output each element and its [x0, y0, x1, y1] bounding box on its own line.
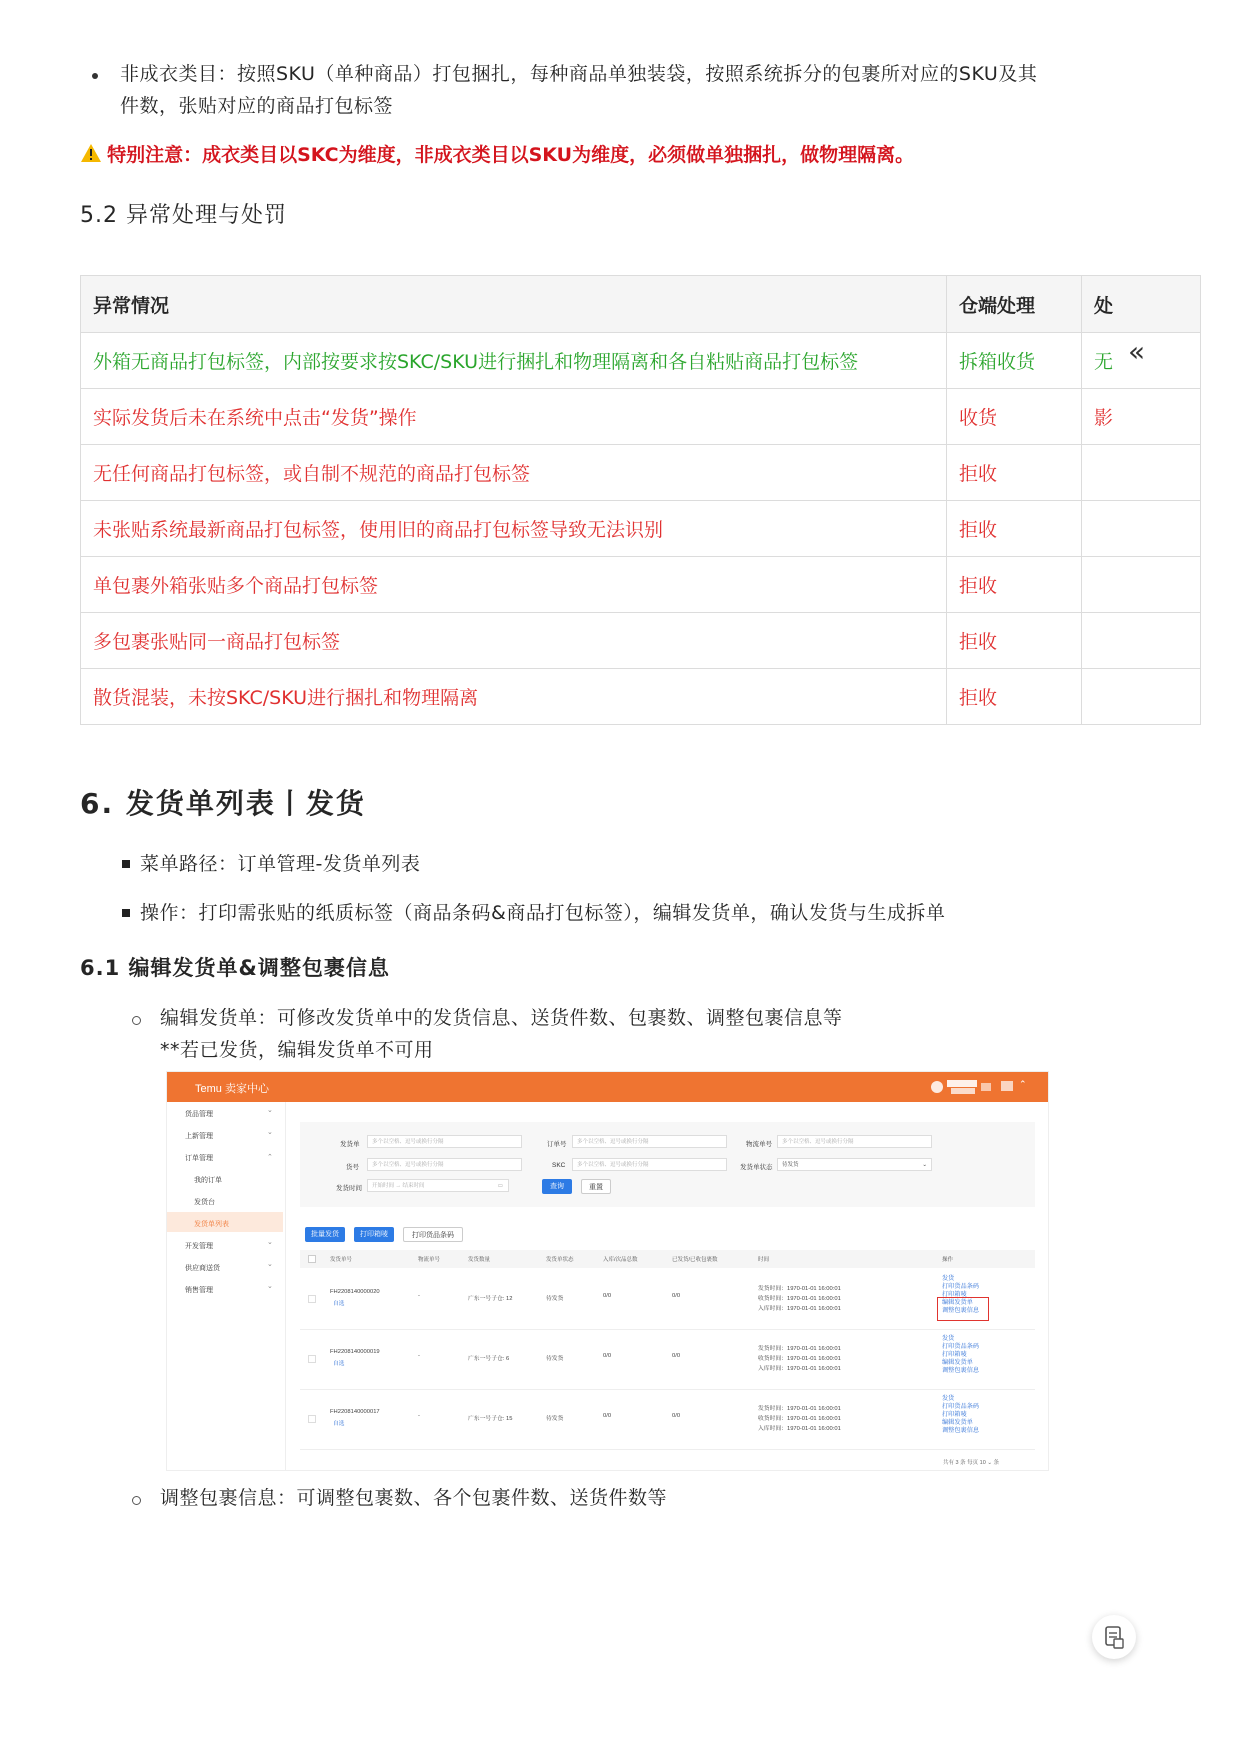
- cell-qty: 广东一号子仓: 15: [468, 1416, 513, 1422]
- bullet-ring: [132, 1496, 141, 1505]
- skc-input[interactable]: 多个以空格、逗号或换行分隔: [572, 1158, 727, 1171]
- cell-shipment-tag[interactable]: 自选: [333, 1361, 345, 1367]
- bullet-square: [122, 909, 130, 917]
- screenshot-topbar: [167, 1072, 1048, 1102]
- cell-situation: 多包裹张贴同一商品打包标签: [81, 613, 947, 669]
- cell-handling: 拒收: [947, 445, 1082, 501]
- intro-bullet-line2: 件数，张贴对应的商品打包标签: [120, 95, 394, 117]
- cell-penalty: [1082, 613, 1201, 669]
- bullet-dot: [92, 73, 98, 79]
- warning-text: 特别注意：成衣类目以SKC为维度，非成衣类目以SKU为维度，必须做单独捆扎，做物理隔离。: [107, 144, 915, 166]
- cell-time-ship: 发货时间：1970-01-01 16:00:01: [758, 1406, 841, 1412]
- cell-handling: 拒收: [947, 557, 1082, 613]
- row-ops: [942, 1395, 979, 1435]
- cell-qty: 广东一号子仓: 12: [468, 1296, 513, 1302]
- section-6-1-title: 6.1 编辑发货单&调整包裹信息: [80, 956, 390, 980]
- cell-shipment-id: FH2208140000020: [330, 1289, 380, 1295]
- chevron-up-icon: ⌃: [267, 1154, 273, 1161]
- cell-handling: 拆箱收货: [947, 333, 1082, 389]
- cell-instock: 0/0: [603, 1353, 612, 1359]
- cell-penalty: [1082, 557, 1201, 613]
- cell-time-ship: 发货时间：1970-01-01 16:00:01: [758, 1346, 841, 1352]
- logistics-no-input[interactable]: 多个以空格、逗号或换行分隔: [777, 1135, 932, 1148]
- shipment-no-input[interactable]: 多个以空格、逗号或换行分隔: [367, 1135, 522, 1148]
- intro-bullet-line1: 非成衣类目：按照SKU（单种商品）打包捆扎，每种商品单独装袋，按照系统拆分的包裹所对应的SKU及其: [120, 63, 1038, 85]
- filter-label: SKC: [552, 1162, 566, 1169]
- col-header-situation: 异常情况: [81, 276, 947, 333]
- cell-penalty: 影: [1082, 389, 1201, 445]
- menu-item-ship-desk[interactable]: 发货台: [194, 1199, 215, 1206]
- chevron-down-icon: ⌄: [267, 1129, 273, 1136]
- op-adjust-package-link[interactable]: 调整包裹信息: [942, 1307, 980, 1314]
- cell-packages: 0/0: [672, 1353, 681, 1359]
- op-print-barcode-link[interactable]: 打印货品条码: [942, 1283, 980, 1290]
- chevron-down-icon: ⌄: [267, 1239, 273, 1246]
- calendar-icon: ▭: [497, 1183, 503, 1189]
- section-5-2-title: 5.2 异常处理与处罚: [80, 203, 287, 228]
- menu-item-new[interactable]: 上新管理: [185, 1133, 213, 1140]
- exception-table: [80, 275, 1114, 725]
- menu-path-text: 菜单路径：订单管理-发货单列表: [140, 853, 421, 875]
- table-row: [81, 501, 1201, 557]
- topbar-user-area: [931, 1079, 1031, 1095]
- filter-label: 订单号: [547, 1141, 567, 1148]
- filter-panel: [300, 1122, 1035, 1207]
- menu-item-shipment-list-label: 发货单列表: [194, 1221, 229, 1228]
- warning-line: [80, 140, 914, 167]
- bullet-ring: [132, 1016, 141, 1025]
- status-select-value: 待发货: [782, 1162, 799, 1168]
- cell-instock: 0/0: [603, 1413, 612, 1419]
- op-adjust-package-link[interactable]: 调整包裹信息: [942, 1427, 980, 1434]
- cell-penalty: [1082, 501, 1201, 557]
- cell-handling: 收货: [947, 389, 1082, 445]
- menu-item-shipment-list[interactable]: [167, 1212, 283, 1232]
- cell-situation: 散货混装，未按SKC/SKU进行捆扎和物理隔离: [81, 669, 947, 725]
- op-ship-link[interactable]: 发货: [942, 1275, 955, 1282]
- col-shipment-no: 发货单号: [330, 1257, 353, 1263]
- cell-time-receive: 收货时间：1970-01-01 16:00:01: [758, 1416, 841, 1422]
- cell-situation: 无任何商品打包标签，或自制不规范的商品打包标签: [81, 445, 947, 501]
- chevron-down-icon: ⌄: [922, 1162, 927, 1168]
- cell-time-instock: 入库时间：1970-01-01 16:00:01: [758, 1426, 841, 1432]
- select-all-checkbox[interactable]: [308, 1255, 316, 1263]
- col-qty: 发货数量: [468, 1257, 491, 1263]
- pagination[interactable]: 共有 3 条 每页 10 ⌄ 条: [943, 1460, 999, 1466]
- col-instock: 入库/次品总数: [603, 1257, 638, 1263]
- query-button[interactable]: 查询: [542, 1179, 572, 1194]
- warning-icon: [80, 143, 102, 163]
- cell-situation: 外箱无商品打包标签，内部按要求按SKC/SKU进行捆扎和物理隔离和各自粘贴商品打包标签: [81, 333, 947, 389]
- cell-qty: 广东一号子仓: 6: [468, 1356, 510, 1362]
- chevron-down-icon: ⌄: [267, 1283, 273, 1290]
- row-ops: [942, 1335, 979, 1375]
- table-header-row: [81, 276, 1201, 333]
- row-checkbox[interactable]: [308, 1415, 316, 1423]
- menu-item-dev[interactable]: 开发管理: [185, 1243, 213, 1250]
- table-row: [300, 1389, 1035, 1450]
- filter-label: 货号: [346, 1164, 359, 1171]
- col-header-penalty: 处: [1082, 276, 1201, 333]
- table-row: [81, 445, 1201, 501]
- item-no-input[interactable]: 多个以空格、逗号或换行分隔: [367, 1158, 522, 1171]
- menu-item-supplier[interactable]: 供应商送货: [185, 1265, 220, 1272]
- chevron-down-icon: ⌄: [267, 1261, 273, 1268]
- cell-shipment-id: FH2208140000019: [330, 1349, 380, 1355]
- cell-situation: 实际发货后未在系统中点击“发货”操作: [81, 389, 947, 445]
- chevron-down-icon: ⌄: [267, 1107, 273, 1114]
- col-header-handling: 仓端处理: [947, 276, 1082, 333]
- table-row: [81, 557, 1201, 613]
- cell-penalty: [1082, 445, 1201, 501]
- cell-penalty: [1082, 669, 1201, 725]
- table-row: [300, 1269, 1035, 1330]
- menu-item-sales[interactable]: 销售管理: [185, 1287, 213, 1294]
- document-fab-button[interactable]: [1092, 1615, 1136, 1659]
- order-no-input[interactable]: 多个以空格、逗号或换行分隔: [572, 1135, 727, 1148]
- cell-status: 待发货: [546, 1416, 564, 1422]
- op-adjust-package-link[interactable]: 调整包裹信息: [942, 1367, 980, 1374]
- print-barcode-button[interactable]: 打印货品条码: [403, 1227, 463, 1242]
- cell-time-instock: 入库时间：1970-01-01 16:00:01: [758, 1366, 841, 1372]
- cell-handling: 拒收: [947, 669, 1082, 725]
- op-ship-link[interactable]: 发货: [942, 1395, 955, 1402]
- op-print-box-link[interactable]: 打印箱唛: [942, 1351, 967, 1358]
- op-print-box-link[interactable]: 打印箱唛: [942, 1291, 967, 1298]
- filter-label: 发货单: [340, 1141, 360, 1148]
- table-row: [81, 333, 1201, 389]
- cell-time-ship: 发货时间：1970-01-01 16:00:01: [758, 1286, 841, 1292]
- batch-ship-button[interactable]: 批量发货: [305, 1227, 345, 1242]
- cell-penalty: 无: [1082, 333, 1201, 389]
- filter-label: 物流单号: [746, 1141, 772, 1148]
- col-ops: 操作: [942, 1257, 954, 1263]
- status-select[interactable]: [777, 1158, 932, 1171]
- cell-status: 待发货: [546, 1296, 564, 1302]
- section-6-title: 6. 发货单列表丨发货: [80, 787, 366, 820]
- op-print-barcode-link[interactable]: 打印货品条码: [942, 1403, 980, 1410]
- date-range-input[interactable]: [367, 1179, 509, 1192]
- table-row: [81, 669, 1201, 725]
- op-edit-shipment-link[interactable]: 编辑发货单: [942, 1359, 973, 1366]
- print-box-label-button[interactable]: 打印箱唛: [354, 1227, 394, 1242]
- cell-shipment-tag[interactable]: 自选: [333, 1421, 345, 1427]
- col-packages: 已发货/已收包裹数: [672, 1257, 718, 1263]
- cell-shipment-tag[interactable]: 自选: [333, 1301, 345, 1307]
- table-row: [300, 1329, 1035, 1390]
- embedded-screenshot: [166, 1071, 1049, 1471]
- row-checkbox[interactable]: [308, 1355, 316, 1363]
- collapse-panel-icon[interactable]: «: [1128, 335, 1146, 368]
- menu-item-goods[interactable]: 货品管理: [185, 1111, 213, 1118]
- cell-situation: 未张贴系统最新商品打包标签，使用旧的商品打包标签导致无法识别: [81, 501, 947, 557]
- op-edit-shipment-link[interactable]: 编辑发货单: [942, 1299, 973, 1306]
- cell-logistics: -: [418, 1413, 420, 1419]
- filter-label: 发货单状态: [740, 1164, 773, 1171]
- menu-item-my-orders[interactable]: 我的订单: [194, 1177, 222, 1184]
- edit-shipment-text: 编辑发货单：可修改发货单中的发货信息、送货件数、包裹数、调整包裹信息等: [160, 1007, 843, 1029]
- document-icon: [1092, 1615, 1136, 1659]
- col-status: 发货单状态: [546, 1257, 574, 1263]
- operation-text: 操作：打印需张贴的纸质标签（商品条码&商品打包标签），编辑发货单，确认发货与生成拆单: [140, 902, 946, 924]
- op-ship-link[interactable]: 发货: [942, 1335, 955, 1342]
- adjust-package-text: 调整包裹信息：可调整包裹数、各个包裹件数、送货件数等: [160, 1487, 668, 1509]
- op-print-barcode-link[interactable]: 打印货品条码: [942, 1343, 980, 1350]
- bullet-square: [122, 860, 130, 868]
- cell-time-receive: 收货时间：1970-01-01 16:00:01: [758, 1356, 841, 1362]
- highlight-box: [937, 1297, 989, 1321]
- shipment-table-header: [300, 1250, 1035, 1268]
- cell-packages: 0/0: [672, 1413, 681, 1419]
- cell-logistics: -: [418, 1293, 420, 1299]
- cell-status: 待发货: [546, 1356, 564, 1362]
- cell-shipment-id: FH2208140000017: [330, 1409, 380, 1415]
- cell-time-instock: 入库时间：1970-01-01 16:00:01: [758, 1306, 841, 1312]
- col-time: 时间: [758, 1257, 770, 1263]
- cell-time-receive: 收货时间：1970-01-01 16:00:01: [758, 1296, 841, 1302]
- screenshot-sidebar: [167, 1102, 286, 1470]
- op-edit-shipment-link[interactable]: 编辑发货单: [942, 1419, 973, 1426]
- cell-handling: 拒收: [947, 613, 1082, 669]
- cell-packages: 0/0: [672, 1293, 681, 1299]
- reset-button[interactable]: 重置: [581, 1179, 611, 1194]
- screenshot-brand: Temu 卖家中心: [195, 1083, 269, 1095]
- table-row: [81, 613, 1201, 669]
- filter-label: 发货时间: [336, 1185, 362, 1192]
- op-print-box-link[interactable]: 打印箱唛: [942, 1411, 967, 1418]
- table-row: [81, 389, 1201, 445]
- cell-logistics: -: [418, 1353, 420, 1359]
- cell-instock: 0/0: [603, 1293, 612, 1299]
- col-logistics-no: 物流单号: [418, 1257, 441, 1263]
- chevron-up-icon[interactable]: ⌃: [1019, 1079, 1027, 1089]
- edit-shipment-note: **若已发货，编辑发货单不可用: [160, 1039, 434, 1061]
- date-range-placeholder: 开始时间 → 结束时间: [372, 1183, 425, 1189]
- cell-handling: 拒收: [947, 501, 1082, 557]
- cell-situation: 单包裹外箱张贴多个商品打包标签: [81, 557, 947, 613]
- row-checkbox[interactable]: [308, 1295, 316, 1303]
- menu-item-orders[interactable]: 订单管理: [185, 1155, 213, 1162]
